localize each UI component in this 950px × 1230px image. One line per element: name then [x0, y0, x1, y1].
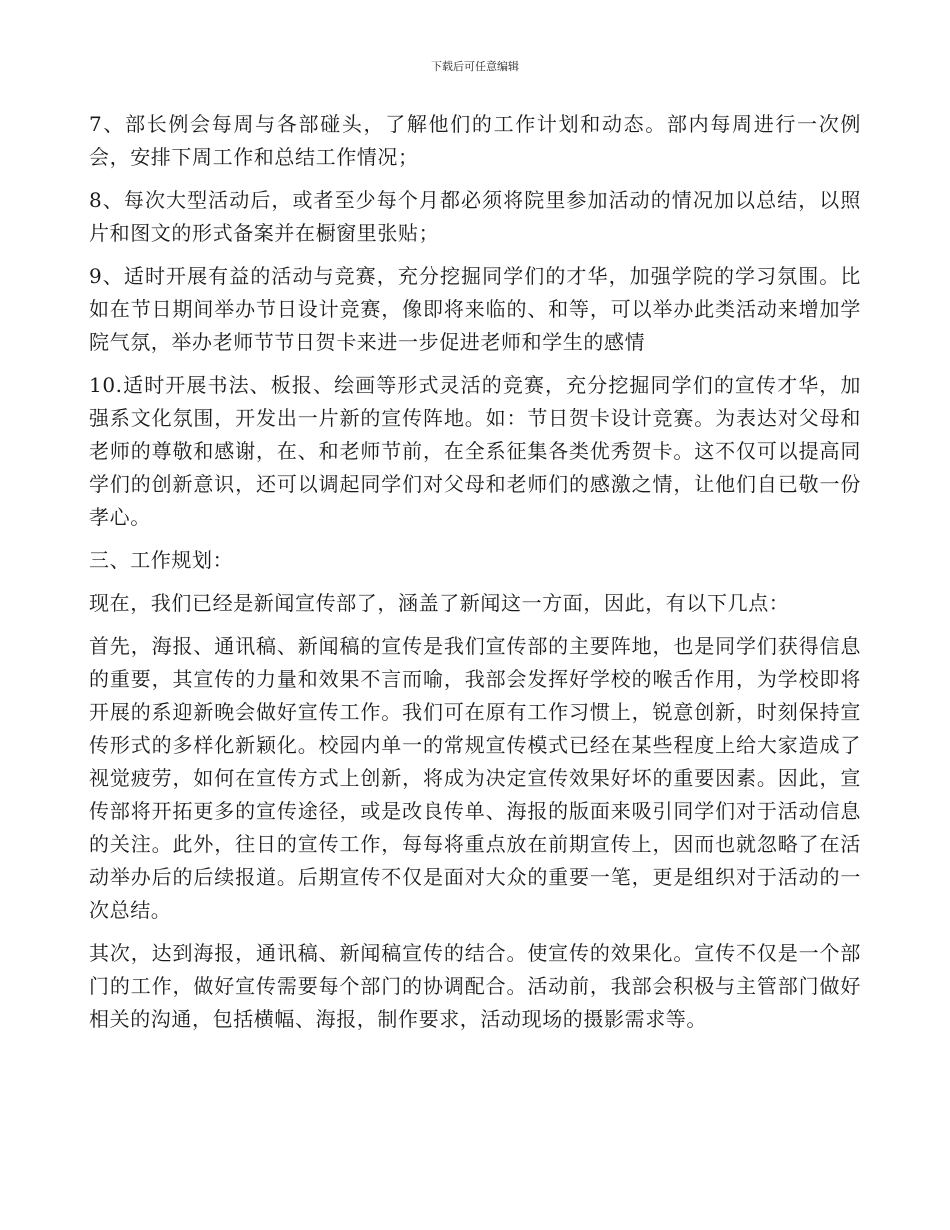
paragraph-item-9: 9、适时开展有益的活动与竞赛，充分挖掘同学们的才华，加强学院的学习氛围。比如在节日期间举办节日设计竞赛，像即将来临的、和等，可以举办此类活动来增加学院气氛，举办老师节节日贺卡来进一步促进老师和学生的感情 — [89, 264, 861, 354]
section-heading-work-plan: 三、工作规划： — [89, 548, 234, 572]
paragraph-intro: 现在，我们已经是新闻宣传部了，涵盖了新闻这一方面，因此，有以下几点： — [89, 591, 790, 615]
document-body — [89, 108, 861, 1046]
paragraph-first: 首先，海报、通讯稿、新闻稿的宣传是我们宣传部的主要阵地，也是同学们获得信息的重要，其宣传的力量和效果不言而喻，我部会发挥好学校的喉舌作用，为学校即将开展的系迎新晚会做好宣传工作。我们可在原有工作习惯上，锐意创新，时刻保持宣传形式的多样化新颖化。校园内单一的常规宣传模式已经在某些程度上给大家造成了视觉疲劳，如何在宣传方式上创新，将成为决定宣传效果好坏的重要因素。因此，宣传部将开拓更多的宣传途径，或是改良传单、海报的版面来吸引同学们对于活动信息的关注。此外，往日的宣传工作，每每将重点放在前期宣传上，因而也就忽略了在活动举办后的后续报道。后期宣传不仅是面对大众的重要一笔，更是组织对于活动的一次总结。 — [89, 634, 861, 922]
paragraph-item-7: 7、部长例会每周与各部碰头，了解他们的工作计划和动态。部内每周进行一次例会，安排下周工作和总结工作情况； — [89, 112, 861, 169]
paragraph-item-10: 10.适时开展书法、板报、绘画等形式灵活的竞赛，充分挖掘同学们的宣传才华，加强系文化氛围，开发出一片新的宣传阵地。如：节日贺卡设计竞赛。为表达对父母和老师的尊敬和感谢，在、和老师节前，在全系征集各类优秀贺卡。这不仅可以提高同学们的创新意识，还可以调起同学们对父母和老师们的感激之情，让他们自已敬一份孝心。 — [89, 373, 861, 529]
page-header: 下载后可任意编辑 — [431, 60, 519, 73]
paragraph-item-8: 8、每次大型活动后，或者至少每个月都必须将院里参加活动的情况加以总结，以照片和图文的形式备案并在橱窗里张贴； — [89, 188, 861, 245]
paragraph-second: 其次，达到海报，通讯稿、新闻稿宣传的结合。使宣传的效果化。宣传不仅是一个部门的工作，做好宣传需要每个部门的协调配合。活动前，我部会积极与主管部门做好相关的沟通，包括横幅、海报，制作要求，活动现场的摄影需求等。 — [89, 941, 861, 1031]
